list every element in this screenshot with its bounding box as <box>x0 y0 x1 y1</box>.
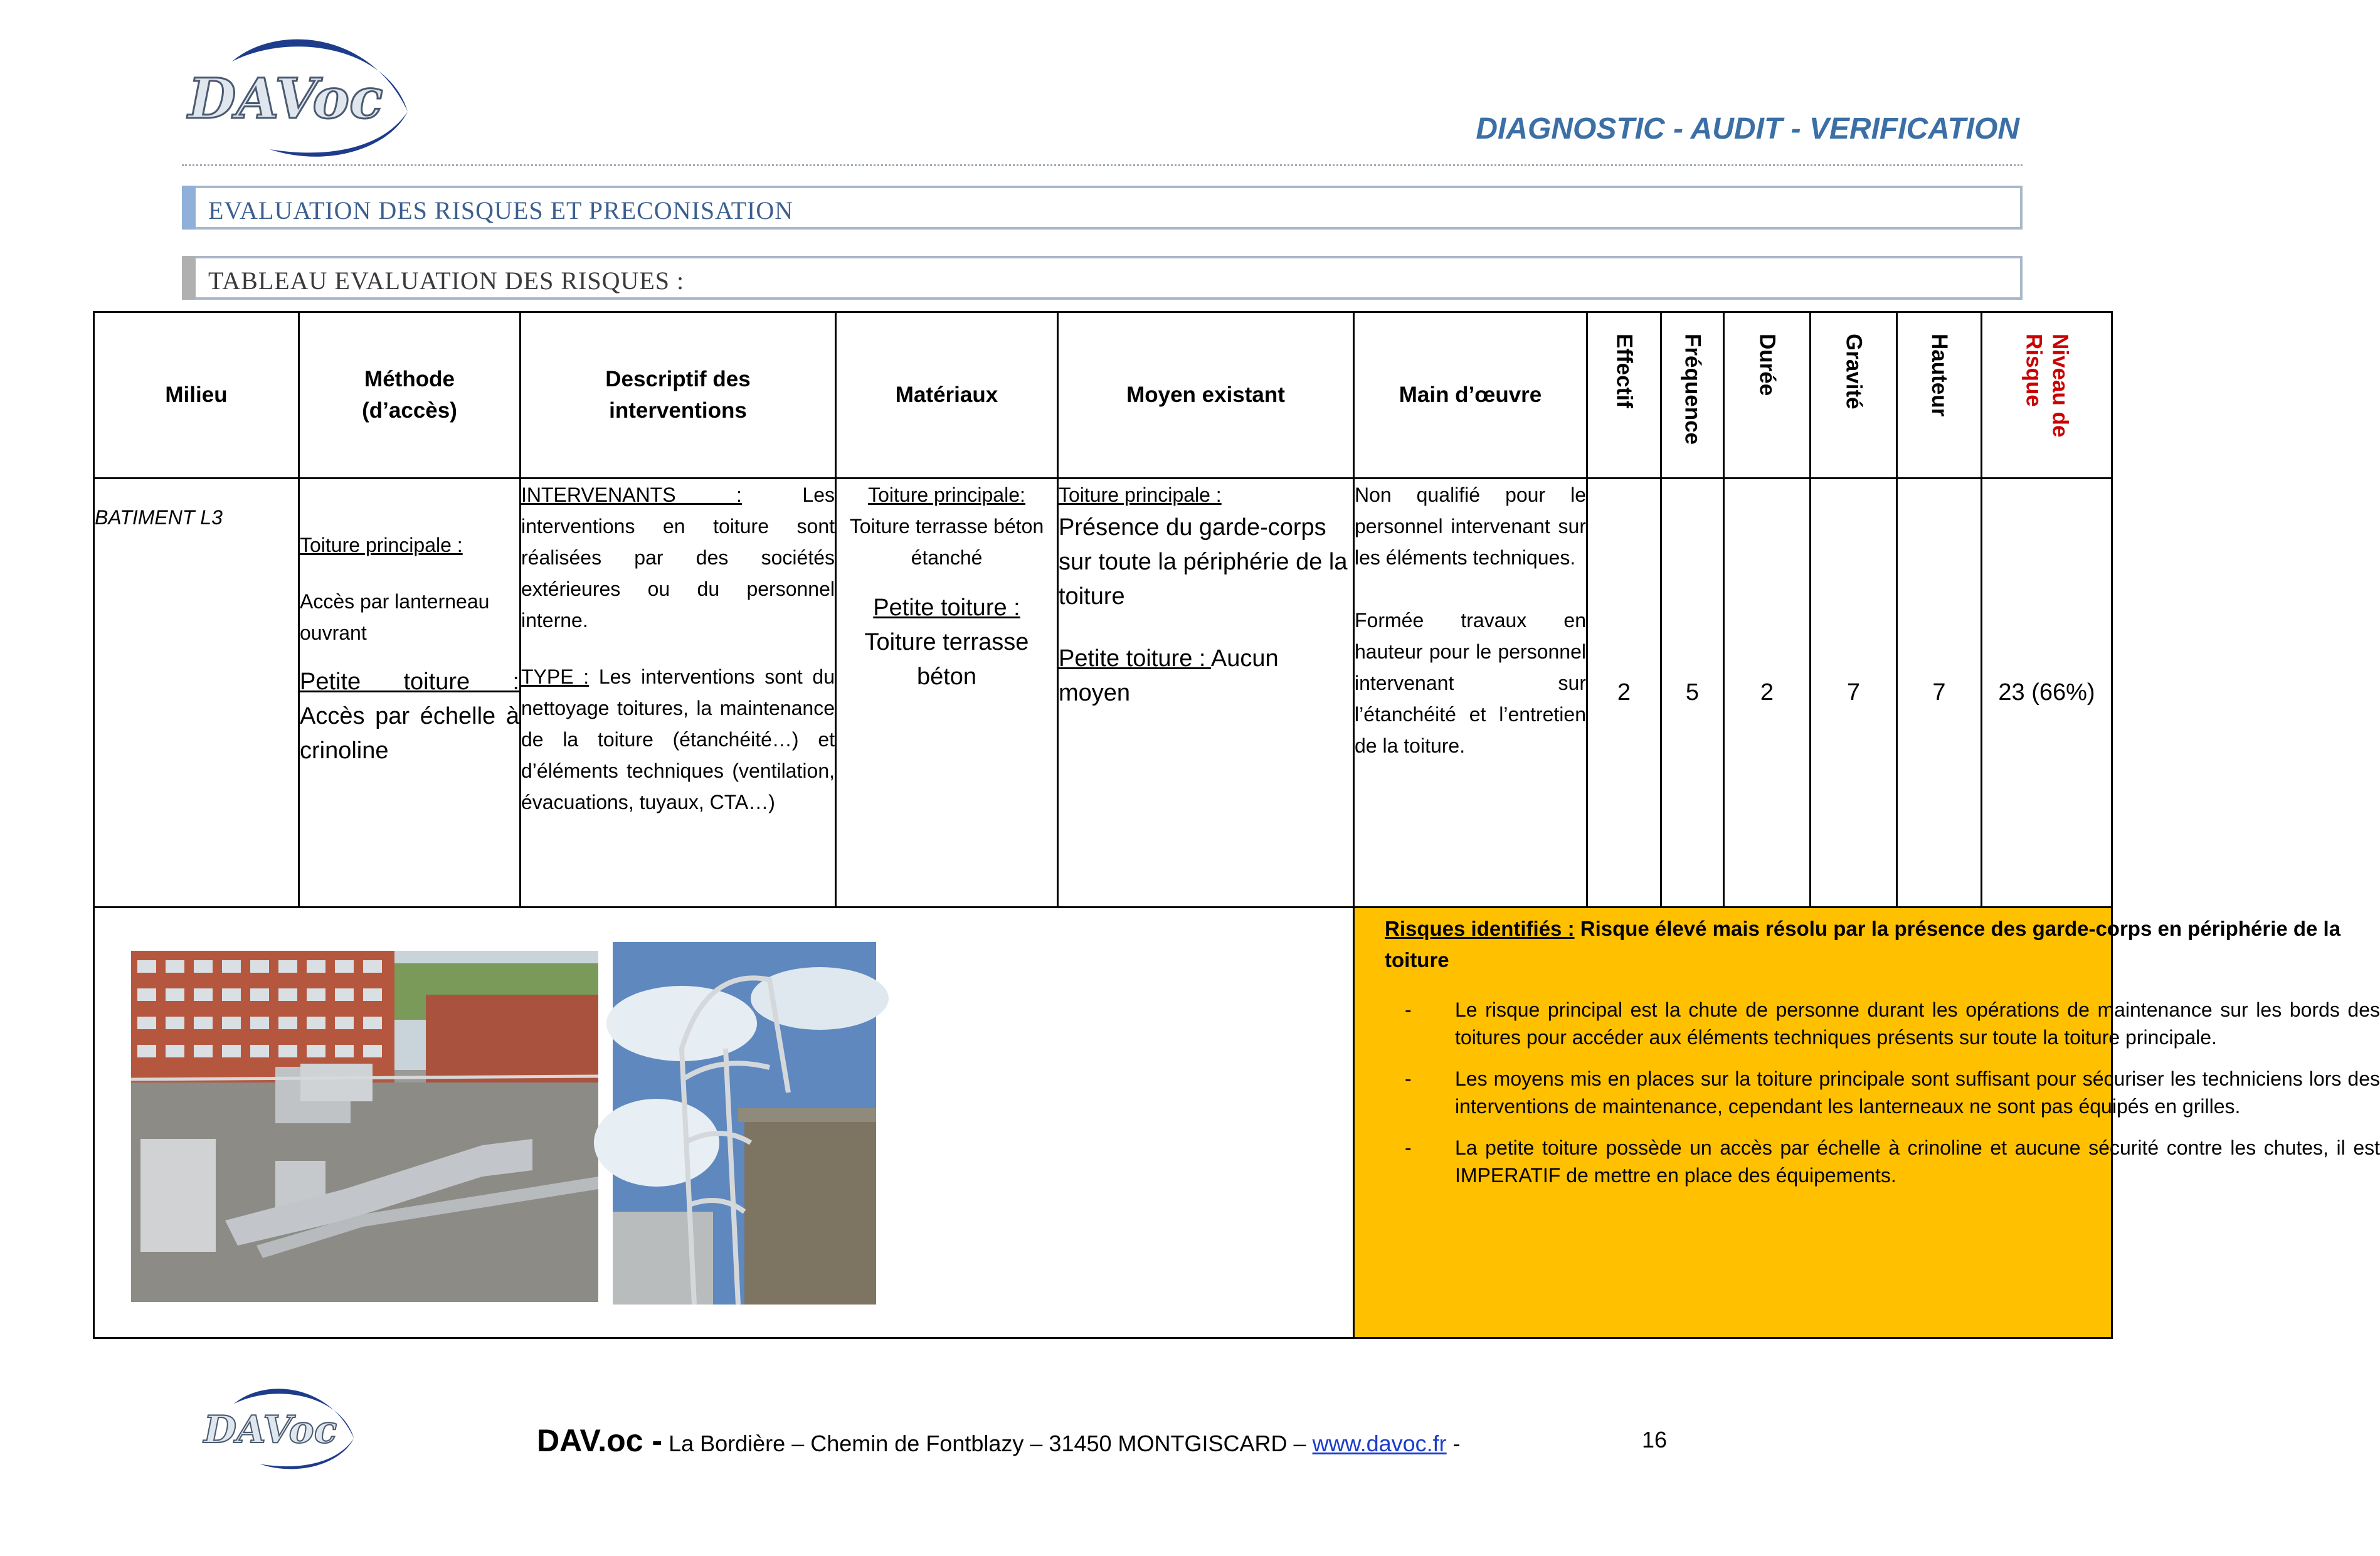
cell-main-oeuvre: Non qualifié pour le personnel intervenant sur les éléments techniques. Formée travaux en hauteur pour le personnel intervenant sur l’étanchéité et l’entretien de la toiture. <box>1354 479 1587 908</box>
table-header-row <box>94 312 2112 479</box>
ladder-crinoline-photo <box>613 942 876 1305</box>
section-heading-label: TABLEAU EVALUATION DES RISQUES : <box>208 267 685 295</box>
list-item: - La petite toiture possède un accès par échelle à crinoline et aucune sécurité contre les chutes, il est IMPERATIF de mettre en place des équipements. <box>1405 1136 2380 1187</box>
risk-evaluation-table <box>93 311 2380 1339</box>
section-heading-label: EVALUATION DES RISQUES ET PRECONISATION <box>208 196 794 225</box>
cell-frequence: 5 <box>1661 479 1724 908</box>
svg-text:DAVoc: DAVoc <box>203 1407 337 1453</box>
header-divider <box>182 164 2023 166</box>
cell-duree: 2 <box>1724 479 1811 908</box>
identified-risks-title: Risques identifiés : Risque élevé mais résolu par la présence des garde-corps en périphérie de la toiture <box>1385 917 2347 971</box>
cell-niveau-risque: 23 (66%) <box>1982 479 2112 908</box>
header-milieu: Milieu <box>94 312 299 479</box>
footer-separator: - <box>1446 1431 1461 1456</box>
cell-effectif: 2 <box>1587 479 1661 908</box>
cell-milieu: BATIMENT L3 <box>94 479 299 908</box>
header-duree: Durée <box>1724 312 1811 479</box>
header-moyen-existant: Moyen existant <box>1058 312 1354 479</box>
header-niveau-risque: Niveau de Risque <box>1982 312 2112 479</box>
header-materiaux: Matériaux <box>836 312 1058 479</box>
cell-moyen-existant: Toiture principale : Présence du garde-corps sur toute la périphérie de la toiture Petite toiture : Aucun moyen <box>1058 479 1354 908</box>
davoc-logo <box>182 24 420 159</box>
logo-text: DAVoc <box>188 66 383 131</box>
list-item: - Le risque principal est la chute de personne durant les opérations de maintenance sur les bords des toitures pour accéder aux éléments techniques présents sur toute la toiture principale. <box>1405 998 2380 1049</box>
identified-risks-list <box>1405 996 2380 1203</box>
footer-website-link[interactable]: www.davoc.fr <box>1312 1431 1447 1456</box>
section-heading-tableau <box>182 256 2023 300</box>
page-header-title: DIAGNOSTIC - AUDIT - VERIFICATION <box>1476 112 2019 146</box>
cell-materiaux: Toiture principale: Toiture terrasse béton étanché Petite toiture : Toiture terrasse béton <box>836 479 1058 908</box>
section-accent-bar <box>182 256 196 300</box>
list-item: - Les moyens mis en places sur la toiture principale sont suffisant pour sécuriser les techniciens lors des interventions de maintenance, cependant les lanterneaux ne sont pas équipés en grilles. <box>1405 1067 2380 1118</box>
cell-descriptif: INTERVENANTS : Les interventions en toiture sont réalisées par des sociétés extérieures ou du personnel interne. TYPE : Les interventions sont du nettoyage toitures, la maintenance de la toiture (étanchéité…) et d’éléments techniques (ventilation, évacuations, tuyaux, CTA…) <box>521 479 836 908</box>
header-main-oeuvre: Main d’œuvre <box>1354 312 1587 479</box>
header-gravite: Gravité <box>1811 312 1897 479</box>
footer-address: La Bordière – Chemin de Fontblazy – 31450 MONTGISCARD – <box>669 1431 1313 1456</box>
section-accent-bar <box>182 186 196 230</box>
footer-brand: DAV.oc - <box>537 1423 663 1458</box>
rooftop-photo <box>131 951 598 1302</box>
header-frequence: Fréquence <box>1661 312 1724 479</box>
cell-hauteur: 7 <box>1897 479 1982 908</box>
header-methode: Méthode (d’accès) <box>299 312 521 479</box>
section-heading-evaluation <box>182 186 2023 230</box>
header-hauteur: Hauteur <box>1897 312 1982 479</box>
identified-risks-panel <box>1354 908 2380 1338</box>
footer-davoc-logo <box>199 1377 362 1471</box>
page-footer <box>537 1422 1728 1459</box>
photos-cell <box>94 908 1354 1338</box>
header-effectif: Effectif <box>1587 312 1661 479</box>
table-row <box>94 479 2112 908</box>
header-descriptif: Descriptif des interventions <box>521 312 836 479</box>
cell-gravite: 7 <box>1811 479 1897 908</box>
page-number: 16 <box>1642 1427 1668 1453</box>
table-row-photos-risks <box>94 908 2112 1338</box>
cell-methode: Toiture principale : Accès par lanterneau ouvrant Petite toiture : Accès par échelle à crinoline <box>299 479 521 908</box>
